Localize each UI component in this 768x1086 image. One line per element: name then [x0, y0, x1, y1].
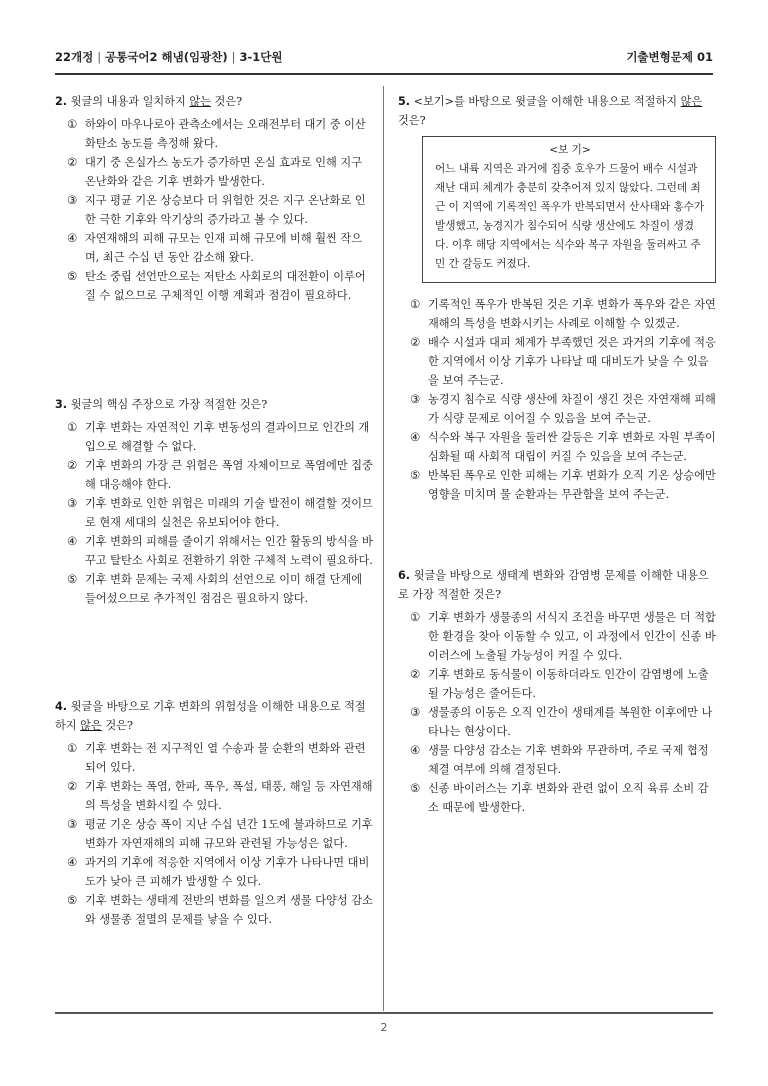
choice-mark: ③	[410, 392, 421, 406]
choice-text: 자연재해의 피해 규모는 인재 피해 규모에 비해 훨씬 작으며, 최근 수십 년 동안 감소해 왔다.	[85, 232, 363, 264]
choice-mark: ④	[410, 743, 421, 757]
choice-5[interactable]	[67, 891, 373, 929]
choice-text: 기후 변화 문제는 국제 사회의 선언으로 이미 해결 단계에 들어섰으므로 추가적인 점검은 필요하지 않다.	[85, 573, 363, 605]
choice-text: 생물종의 이동은 오직 인간이 생태계를 복원한 이후에만 나타나는 현상이다.	[428, 706, 713, 738]
stem-text: 윗글의 내용과 일치하지	[70, 95, 190, 108]
stem-underlined: 않은	[80, 719, 102, 732]
choice-4[interactable]	[67, 532, 373, 570]
choice-mark: ②	[410, 667, 421, 681]
choice-text: 하와이 마우나로아 관측소에서는 오래전부터 대기 중 이산화탄소 농도를 측정해 왔다.	[85, 118, 366, 150]
header-rule	[55, 73, 713, 75]
bogi-box	[422, 136, 716, 283]
choice-3[interactable]	[410, 703, 716, 741]
choice-mark: ③	[410, 705, 421, 719]
stem-text: 것은?	[398, 114, 426, 127]
header-left	[55, 49, 282, 65]
choice-5[interactable]	[67, 570, 373, 608]
choice-text: 지구 평균 기온 상승보다 더 위험한 것은 지구 온난화로 인한 극한 기후와 악기상의 증가라고 볼 수 있다.	[85, 194, 366, 226]
choice-3[interactable]	[67, 494, 373, 532]
page-header	[55, 49, 713, 69]
question-4	[55, 697, 373, 929]
choice-list	[67, 115, 373, 305]
choice-1[interactable]	[410, 608, 716, 665]
stem-underlined: 않은	[680, 95, 703, 108]
choice-mark: ②	[67, 779, 78, 793]
choice-mark: ④	[67, 855, 78, 869]
choice-2[interactable]	[67, 456, 373, 494]
stem-text: 것은?	[101, 719, 133, 732]
footer-rule	[55, 1012, 713, 1014]
choice-mark: ①	[410, 297, 421, 311]
choice-text: 기후 변화의 가장 큰 위험은 폭염 자체이므로 폭염에만 집중해 대응해야 한다.	[85, 459, 373, 491]
choice-mark: ②	[67, 458, 78, 472]
choice-text: 생물 다양성 감소는 기후 변화와 무관하며, 주로 국제 협정 체결 여부에 의해 결정된다.	[428, 744, 709, 776]
choice-text: 기후 변화로 인한 위험은 미래의 기술 발전이 해결할 것이므로 현재 세대의 실천은 유보되어야 한다.	[85, 497, 373, 529]
question-number: 2.	[55, 95, 68, 108]
choice-mark: ⑤	[410, 468, 421, 482]
choice-text: 기후 변화는 생태계 전반의 변화를 일으켜 생물 다양성 감소와 생물종 절멸의 문제를 낳을 수 있다.	[85, 894, 373, 926]
choice-3[interactable]	[67, 191, 373, 229]
choice-mark: ①	[67, 420, 78, 434]
choice-mark: ①	[410, 610, 421, 624]
bogi-text: 어느 내륙 지역은 과거에 집중 호우가 드물어 배수 시설과 재난 대피 체계가 충분히 갖추어져 있지 않았다. 그런데 최근 이 지역에 기록적인 폭우가 반복되면서 산사태와 홍수가 발생했고, 농경지가 침수되어 식량 생산에도 차질이 생겼다. 이후 해당 지역에서는 식수와 복구 자원을 둘러싸고 주민 간 갈등도 커졌다.	[435, 163, 705, 270]
stem-underlined: 않는	[189, 95, 211, 108]
question-6	[398, 566, 716, 817]
choice-3[interactable]	[410, 390, 716, 428]
choice-mark: ②	[410, 335, 421, 349]
choice-text: 기후 변화는 폭염, 한파, 폭우, 폭설, 태풍, 해일 등 자연재해의 특성을 변화시킬 수 있다.	[85, 780, 373, 812]
header-unit: 3-1단원	[239, 50, 283, 64]
choice-text: 식수와 복구 자원을 둘러싼 갈등은 기후 변화로 자원 부족이 심화될 때 사회적 대립이 커질 수 있음을 보여 주는군.	[428, 431, 716, 463]
choice-text: 배수 시설과 대피 체계가 부족했던 것은 과거의 기후에 적응한 지역에서 이상 기후가 나타날 때 대비도가 낮을 수 있음을 보여 주는군.	[428, 336, 716, 387]
choice-mark: ④	[67, 534, 78, 548]
question-number: 3.	[55, 398, 68, 411]
choice-text: 기록적인 폭우가 반복된 것은 기후 변화가 폭우와 같은 자연재해의 특성을 변화시키는 사례로 이해할 수 있겠군.	[428, 298, 716, 330]
stem-text: 윗글을 바탕으로 기후 변화의 위험성을 이해한 내용으로 적절하지	[55, 700, 366, 732]
choice-text: 농경지 침수로 식량 생산에 차질이 생긴 것은 자연재해 피해가 식량 문제로 이어질 수 있음을 보여 주는군.	[428, 393, 716, 425]
choice-mark: ②	[67, 155, 78, 169]
choice-4[interactable]	[410, 741, 716, 779]
column-divider	[383, 86, 384, 1011]
bogi-title: <보 기>	[549, 144, 591, 156]
header-textbook: 공통국어2 해냄(임광찬)	[105, 50, 228, 64]
choice-list	[67, 418, 373, 608]
question-number: 4.	[55, 700, 68, 713]
stem-text: <보기>를 바탕으로 윗글을 이해한 내용으로 적절하지	[413, 95, 681, 108]
choice-text: 과거의 기후에 적응한 지역에서 이상 기후가 나타나면 대비도가 낮아 큰 피해가 발생할 수 있다.	[85, 856, 370, 888]
choice-text: 신종 바이러스는 기후 변화와 관련 없이 오직 육류 소비 감소 때문에 발생한다.	[428, 782, 709, 814]
choice-list	[67, 739, 373, 929]
question-stem	[55, 92, 373, 111]
header-curriculum: 22개정	[55, 50, 94, 64]
choice-text: 기후 변화는 전 지구적인 열 수송과 물 순환의 변화와 관련되어 있다.	[85, 742, 366, 774]
choice-1[interactable]	[67, 115, 373, 153]
stem-text: 것은?	[210, 95, 243, 108]
choice-mark: ③	[67, 193, 78, 207]
header-separator: |	[97, 50, 102, 64]
choice-mark: ⑤	[410, 781, 421, 795]
choice-2[interactable]	[67, 777, 373, 815]
choice-mark: ③	[67, 496, 78, 510]
question-stem	[55, 395, 373, 414]
choice-mark: ⑤	[67, 893, 78, 907]
question-number: 6.	[398, 569, 411, 582]
choice-text: 기후 변화로 동식물이 이동하더라도 인간이 감염병에 노출될 가능성은 줄어든다.	[428, 668, 709, 700]
choice-list	[410, 295, 716, 504]
choice-text: 반복된 폭우로 인한 피해는 기후 변화가 오직 기온 상승에만 영향을 미치며 물 순환과는 무관함을 보여 주는군.	[428, 469, 716, 501]
question-stem	[55, 697, 373, 735]
choice-5[interactable]	[67, 267, 373, 305]
page-number: 2	[380, 1021, 388, 1034]
choice-text: 평균 기온 상승 폭이 지난 수십 년간 1도에 불과하므로 기후 변화가 자연재해의 피해 규모와 관련될 가능성은 없다.	[85, 818, 373, 850]
question-number: 5.	[398, 95, 411, 108]
choice-5[interactable]	[410, 779, 716, 817]
choice-4[interactable]	[410, 428, 716, 466]
question-stem	[398, 566, 716, 604]
question-5	[398, 92, 716, 504]
choice-list	[410, 608, 716, 817]
stem-text: 윗글의 핵심 주장으로 가장 적절한 것은?	[70, 398, 268, 411]
choice-5[interactable]	[410, 466, 716, 504]
choice-2[interactable]	[410, 665, 716, 703]
choice-mark: ①	[67, 741, 78, 755]
question-stem	[398, 92, 716, 130]
header-separator: |	[231, 50, 236, 64]
choice-1[interactable]	[67, 739, 373, 777]
choice-text: 기후 변화가 생물종의 서식지 조건을 바꾸면 생물은 더 적합한 환경을 찾아 이동할 수 있고, 이 과정에서 인간이 신종 바이러스에 노출될 가능성이 커질 수 있다.	[428, 611, 716, 662]
choice-4[interactable]	[67, 853, 373, 891]
choice-2[interactable]	[410, 333, 716, 390]
choice-2[interactable]	[67, 153, 373, 191]
choice-mark: ①	[67, 117, 78, 131]
stem-text: 윗글을 바탕으로 생태계 변화와 감염병 문제를 이해한 내용으로 가장 적절한 것은?	[398, 569, 709, 601]
header-title: 기출변형문제 01	[626, 50, 713, 64]
choice-mark: ⑤	[67, 269, 78, 283]
choice-mark: ③	[67, 817, 78, 831]
choice-text: 탄소 중립 선언만으로는 저탄소 사회로의 대전환이 이루어질 수 없으므로 구체적인 이행 계획과 점검이 필요하다.	[85, 270, 366, 302]
choice-1[interactable]	[410, 295, 716, 333]
choice-text: 기후 변화는 자연적인 기후 변동성의 결과이므로 인간의 개입으로 해결할 수 없다.	[85, 421, 370, 453]
choice-text: 대기 중 온실가스 농도가 증가하면 온실 효과로 인해 지구 온난화와 같은 기후 변화가 발생한다.	[85, 156, 363, 188]
choice-mark: ⑤	[67, 572, 78, 586]
choice-4[interactable]	[67, 229, 373, 267]
choice-1[interactable]	[67, 418, 373, 456]
choice-mark: ④	[67, 231, 78, 245]
question-3	[55, 395, 373, 608]
choice-3[interactable]	[67, 815, 373, 853]
choice-mark: ④	[410, 430, 421, 444]
choice-text: 기후 변화의 피해를 줄이기 위해서는 인간 활동의 방식을 바꾸고 탈탄소 사회로 전환하기 위한 구체적 노력이 필요하다.	[85, 535, 373, 567]
question-2	[55, 92, 373, 305]
